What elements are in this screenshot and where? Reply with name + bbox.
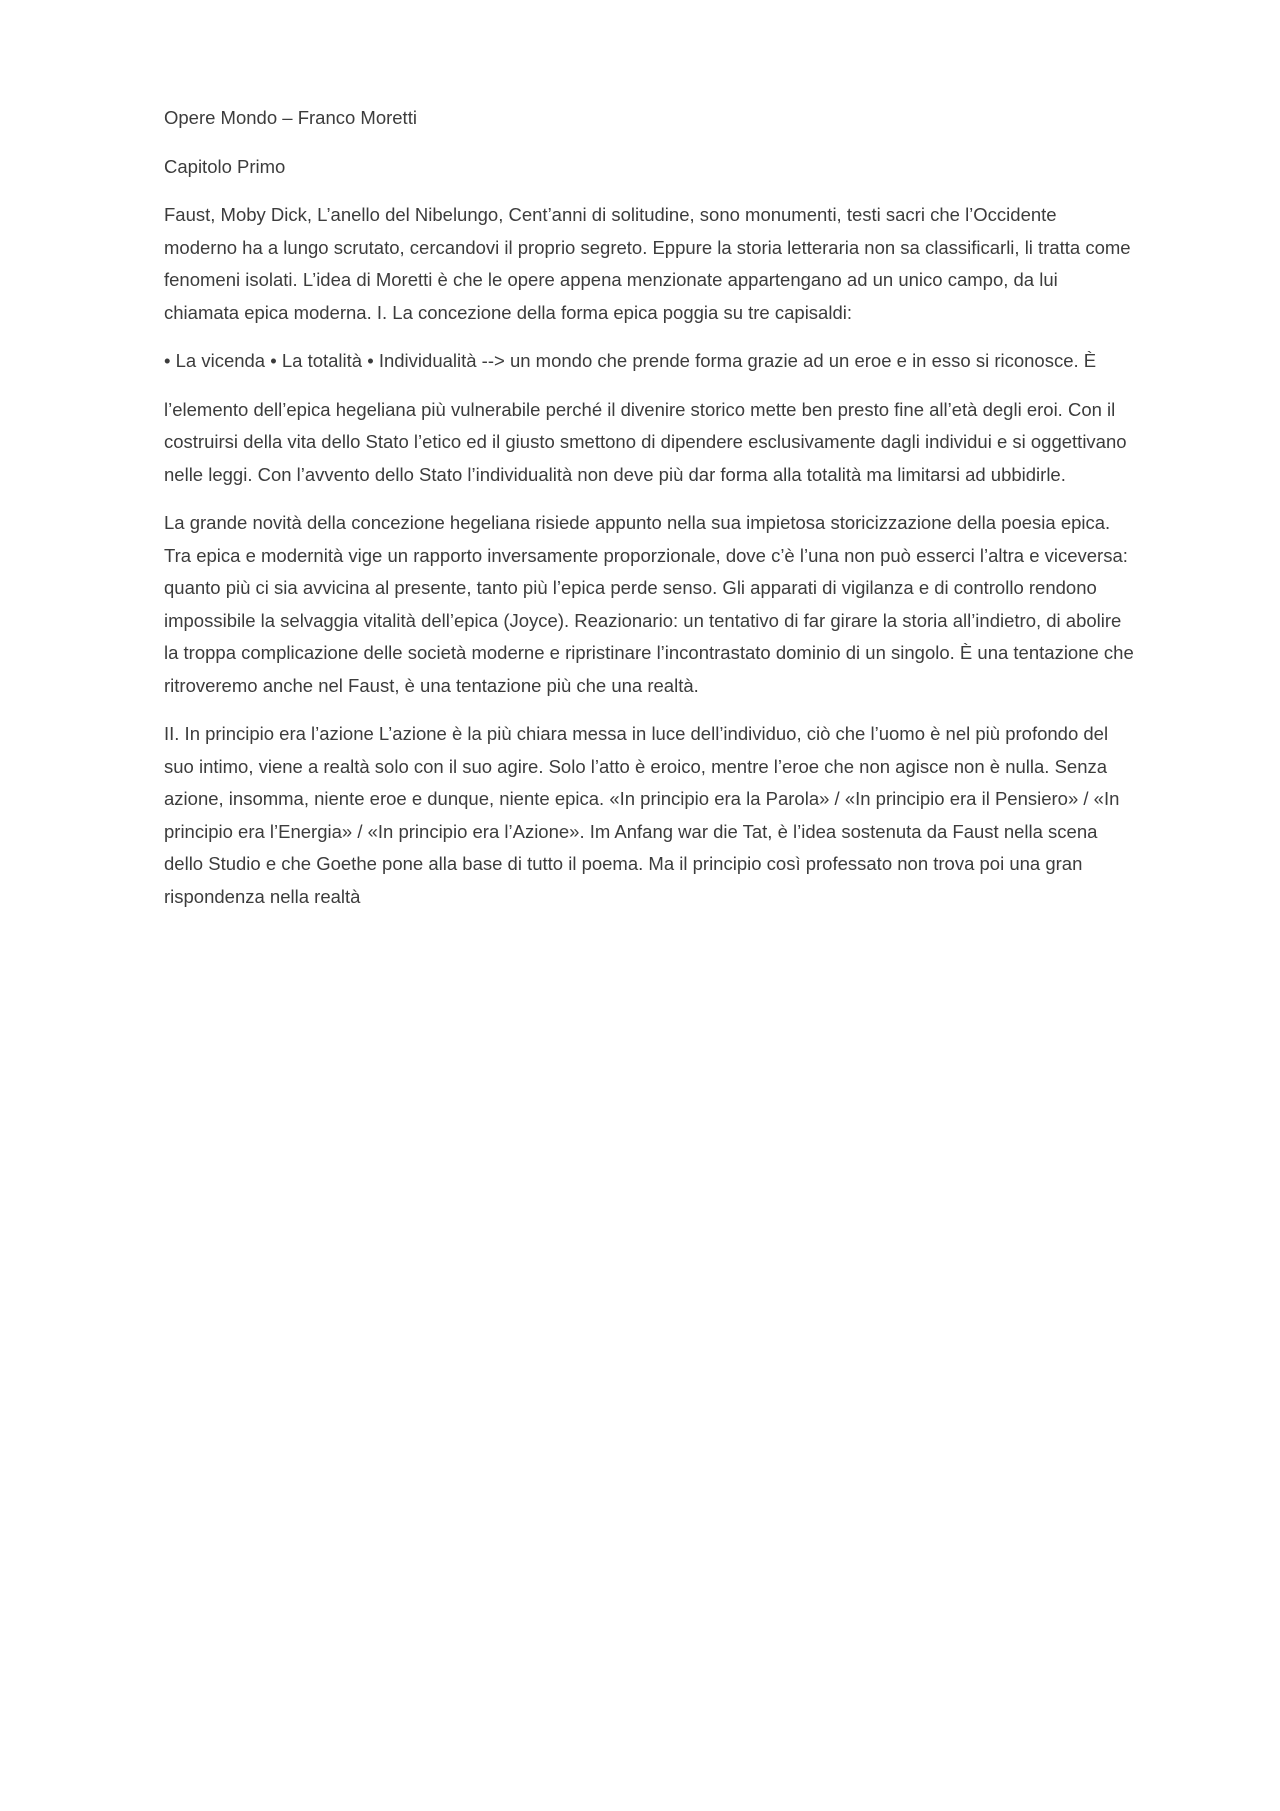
- paragraph-hegelian-epic: l’elemento dell’epica hegeliana più vulnerabile perché il divenire storico mette ben presto fine all’età degli eroi. Con il costruirsi della vita dello Stato l’etico ed il giusto smettono di dipendere esclusivamente dagli individui e si oggettivano nelle leggi. Con l’avvento dello Stato l’individualità non deve più dar forma alla totalità ma limitarsi ad ubbidirle.: [164, 398, 1127, 485]
- paragraph-intro: Faust, Moby Dick, L’anello del Nibelungo, Cent’anni di solitudine, sono monumenti, testi sacri che l’Occidente moderno ha a lungo scrutato, cercandovi il proprio segreto. Eppure la storia letteraria non sa classificarli, li tratta come fenomeni isolati. L’idea di Moretti è che le opere appena menzionate appartengano ad un unico campo, da lui chiamata epica moderna. I. La concezione della forma epica poggia su tre capisaldi:: [164, 204, 1131, 323]
- paragraph-modernity: La grande novità della concezione hegeliana risiede appunto nella sua impietosa storicizzazione della poesia epica. Tra epica e modernità vige un rapporto inversamente proporzionale, dove c’è l’una non può esserci l’altra e viceversa: quanto più ci sia avvicina al presente, tanto più l’epica perde senso. Gli apparati di vigilanza e di controllo rendono impossibile la selvaggia vitalità dell’epica (Joyce). Reazionario: un tentativo di far girare la storia all’indietro, di abolire la troppa complicazione delle società moderne e ripristinare l’incontrastato dominio di un singolo. È una tentazione che ritroveremo anche nel Faust, è una tentazione più che una realtà.: [164, 512, 1134, 696]
- paragraph-action: II. In principio era l’azione L’azione è la più chiara messa in luce dell’individuo, ciò che l’uomo è nel più profondo del suo intimo, viene a realtà solo con il suo agire. Solo l’atto è eroico, mentre l’eroe che non agisce non è nulla. Senza azione, insomma, niente eroe e dunque, niente epica. «In principio era la Parola» / «In principio era il Pensiero» / «In principio era l’Energia» / «In principio era l’Azione». Im Anfang war die Tat, è l’idea sostenuta da Faust nella scena dello Studio e che Goethe pone alla base di tutto il poema. Ma il principio così professato non trova poi una gran rispondenza nella realtà: [164, 723, 1120, 907]
- document-body: [164, 107, 1134, 929]
- paragraph-bullets: • La vicenda • La totalità • Individualità --> un mondo che prende forma grazie ad un eroe e in esso si riconosce. È: [164, 350, 1097, 371]
- document-header: Opere Mondo – Franco Moretti: [164, 107, 417, 128]
- chapter-title: Capitolo Primo: [164, 155, 286, 177]
